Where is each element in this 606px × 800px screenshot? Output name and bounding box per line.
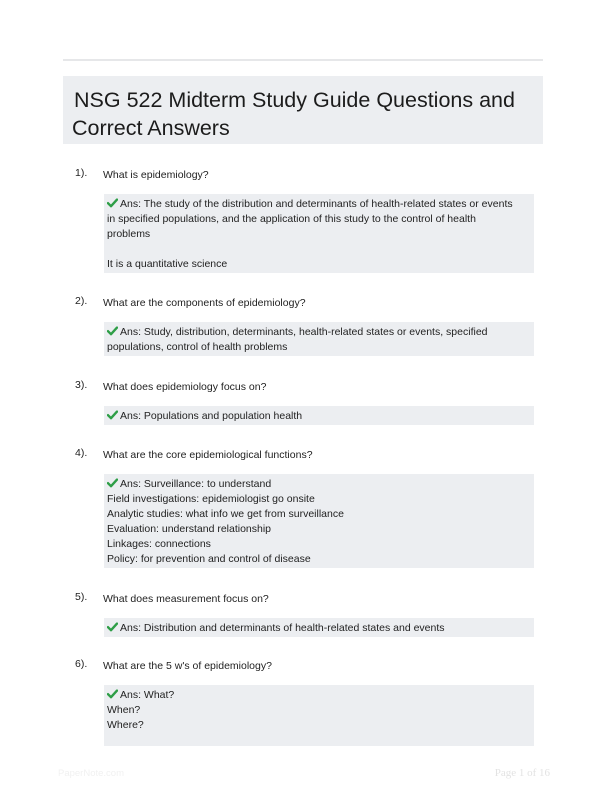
question-number: 2). bbox=[75, 295, 88, 307]
answer-box bbox=[104, 618, 534, 637]
question-row bbox=[75, 294, 535, 312]
question-text: What are the core epidemiological functions? bbox=[103, 449, 313, 461]
question-number: 4). bbox=[75, 447, 88, 459]
check-icon bbox=[107, 326, 118, 336]
answer-line: Policy: for prevention and control of disease bbox=[107, 553, 311, 565]
answer-line: Ans: The study of the distribution and determinants of health-related states or events bbox=[120, 198, 513, 210]
page-indicator: Page 1 of 16 bbox=[494, 767, 550, 779]
qa-item-3 bbox=[75, 378, 535, 422]
question-row bbox=[75, 378, 535, 396]
page-title bbox=[72, 86, 533, 142]
qa-item-6 bbox=[75, 657, 535, 731]
check-icon bbox=[107, 410, 118, 420]
check-icon bbox=[107, 689, 118, 699]
question-text: What are the components of epidemiology? bbox=[103, 297, 306, 309]
answer-line: Analytic studies: what info we get from surveillance bbox=[107, 508, 344, 520]
answer-box bbox=[104, 194, 534, 273]
answer-box bbox=[104, 685, 534, 746]
question-row bbox=[75, 590, 535, 608]
question-row bbox=[75, 166, 535, 184]
question-text: What is epidemiology? bbox=[103, 169, 209, 181]
page-title-line-2: Correct Answers bbox=[72, 116, 230, 140]
answer-line: problems bbox=[107, 228, 151, 240]
question-number: 1). bbox=[75, 167, 88, 179]
footer-watermark: PaperNote.com bbox=[58, 768, 125, 779]
answer-line: Ans: Study, distribution, determinants, health-related states or events, specified bbox=[120, 326, 488, 338]
answer-line: Ans: Surveillance: to understand bbox=[120, 478, 272, 490]
answer-line: Field investigations: epidemiologist go onsite bbox=[107, 493, 315, 505]
title-banner bbox=[63, 76, 543, 144]
answer-line: populations, control of health problems bbox=[107, 341, 288, 353]
qa-item-5 bbox=[75, 590, 535, 634]
answer-line: Evaluation: understand relationship bbox=[107, 523, 272, 535]
question-row bbox=[75, 446, 535, 464]
question-text: What are the 5 w's of epidemiology? bbox=[103, 660, 272, 672]
answer-line: Ans: What? bbox=[120, 689, 175, 701]
page-title-line-1: NSG 522 Midterm Study Guide Questions and bbox=[74, 88, 515, 112]
question-row bbox=[75, 657, 535, 675]
check-icon bbox=[107, 198, 118, 208]
question-text: What does measurement focus on? bbox=[103, 593, 269, 605]
check-icon bbox=[107, 478, 118, 488]
answer-line: When? bbox=[107, 704, 141, 716]
question-number: 5). bbox=[75, 591, 88, 603]
answer-line: Ans: Distribution and determinants of health-related states and events bbox=[120, 622, 445, 634]
question-text: What does epidemiology focus on? bbox=[103, 381, 267, 393]
answer-box bbox=[104, 322, 534, 356]
answer-spacer bbox=[107, 242, 526, 257]
answer-line: Where? bbox=[107, 719, 144, 731]
check-icon bbox=[107, 622, 118, 632]
qa-item-1 bbox=[75, 166, 535, 270]
answer-line: Linkages: connections bbox=[107, 538, 211, 550]
qa-item-4 bbox=[75, 446, 535, 565]
top-divider bbox=[63, 59, 543, 61]
question-number: 3). bbox=[75, 379, 88, 391]
answer-box bbox=[104, 474, 534, 568]
question-number: 6). bbox=[75, 658, 88, 670]
answer-line: It is a quantitative science bbox=[107, 258, 228, 270]
answer-line: in specified populations, and the application of this study to the control of health bbox=[107, 213, 476, 225]
answer-line: Ans: Populations and population health bbox=[120, 410, 303, 422]
qa-item-2 bbox=[75, 294, 535, 353]
answer-box bbox=[104, 406, 534, 425]
